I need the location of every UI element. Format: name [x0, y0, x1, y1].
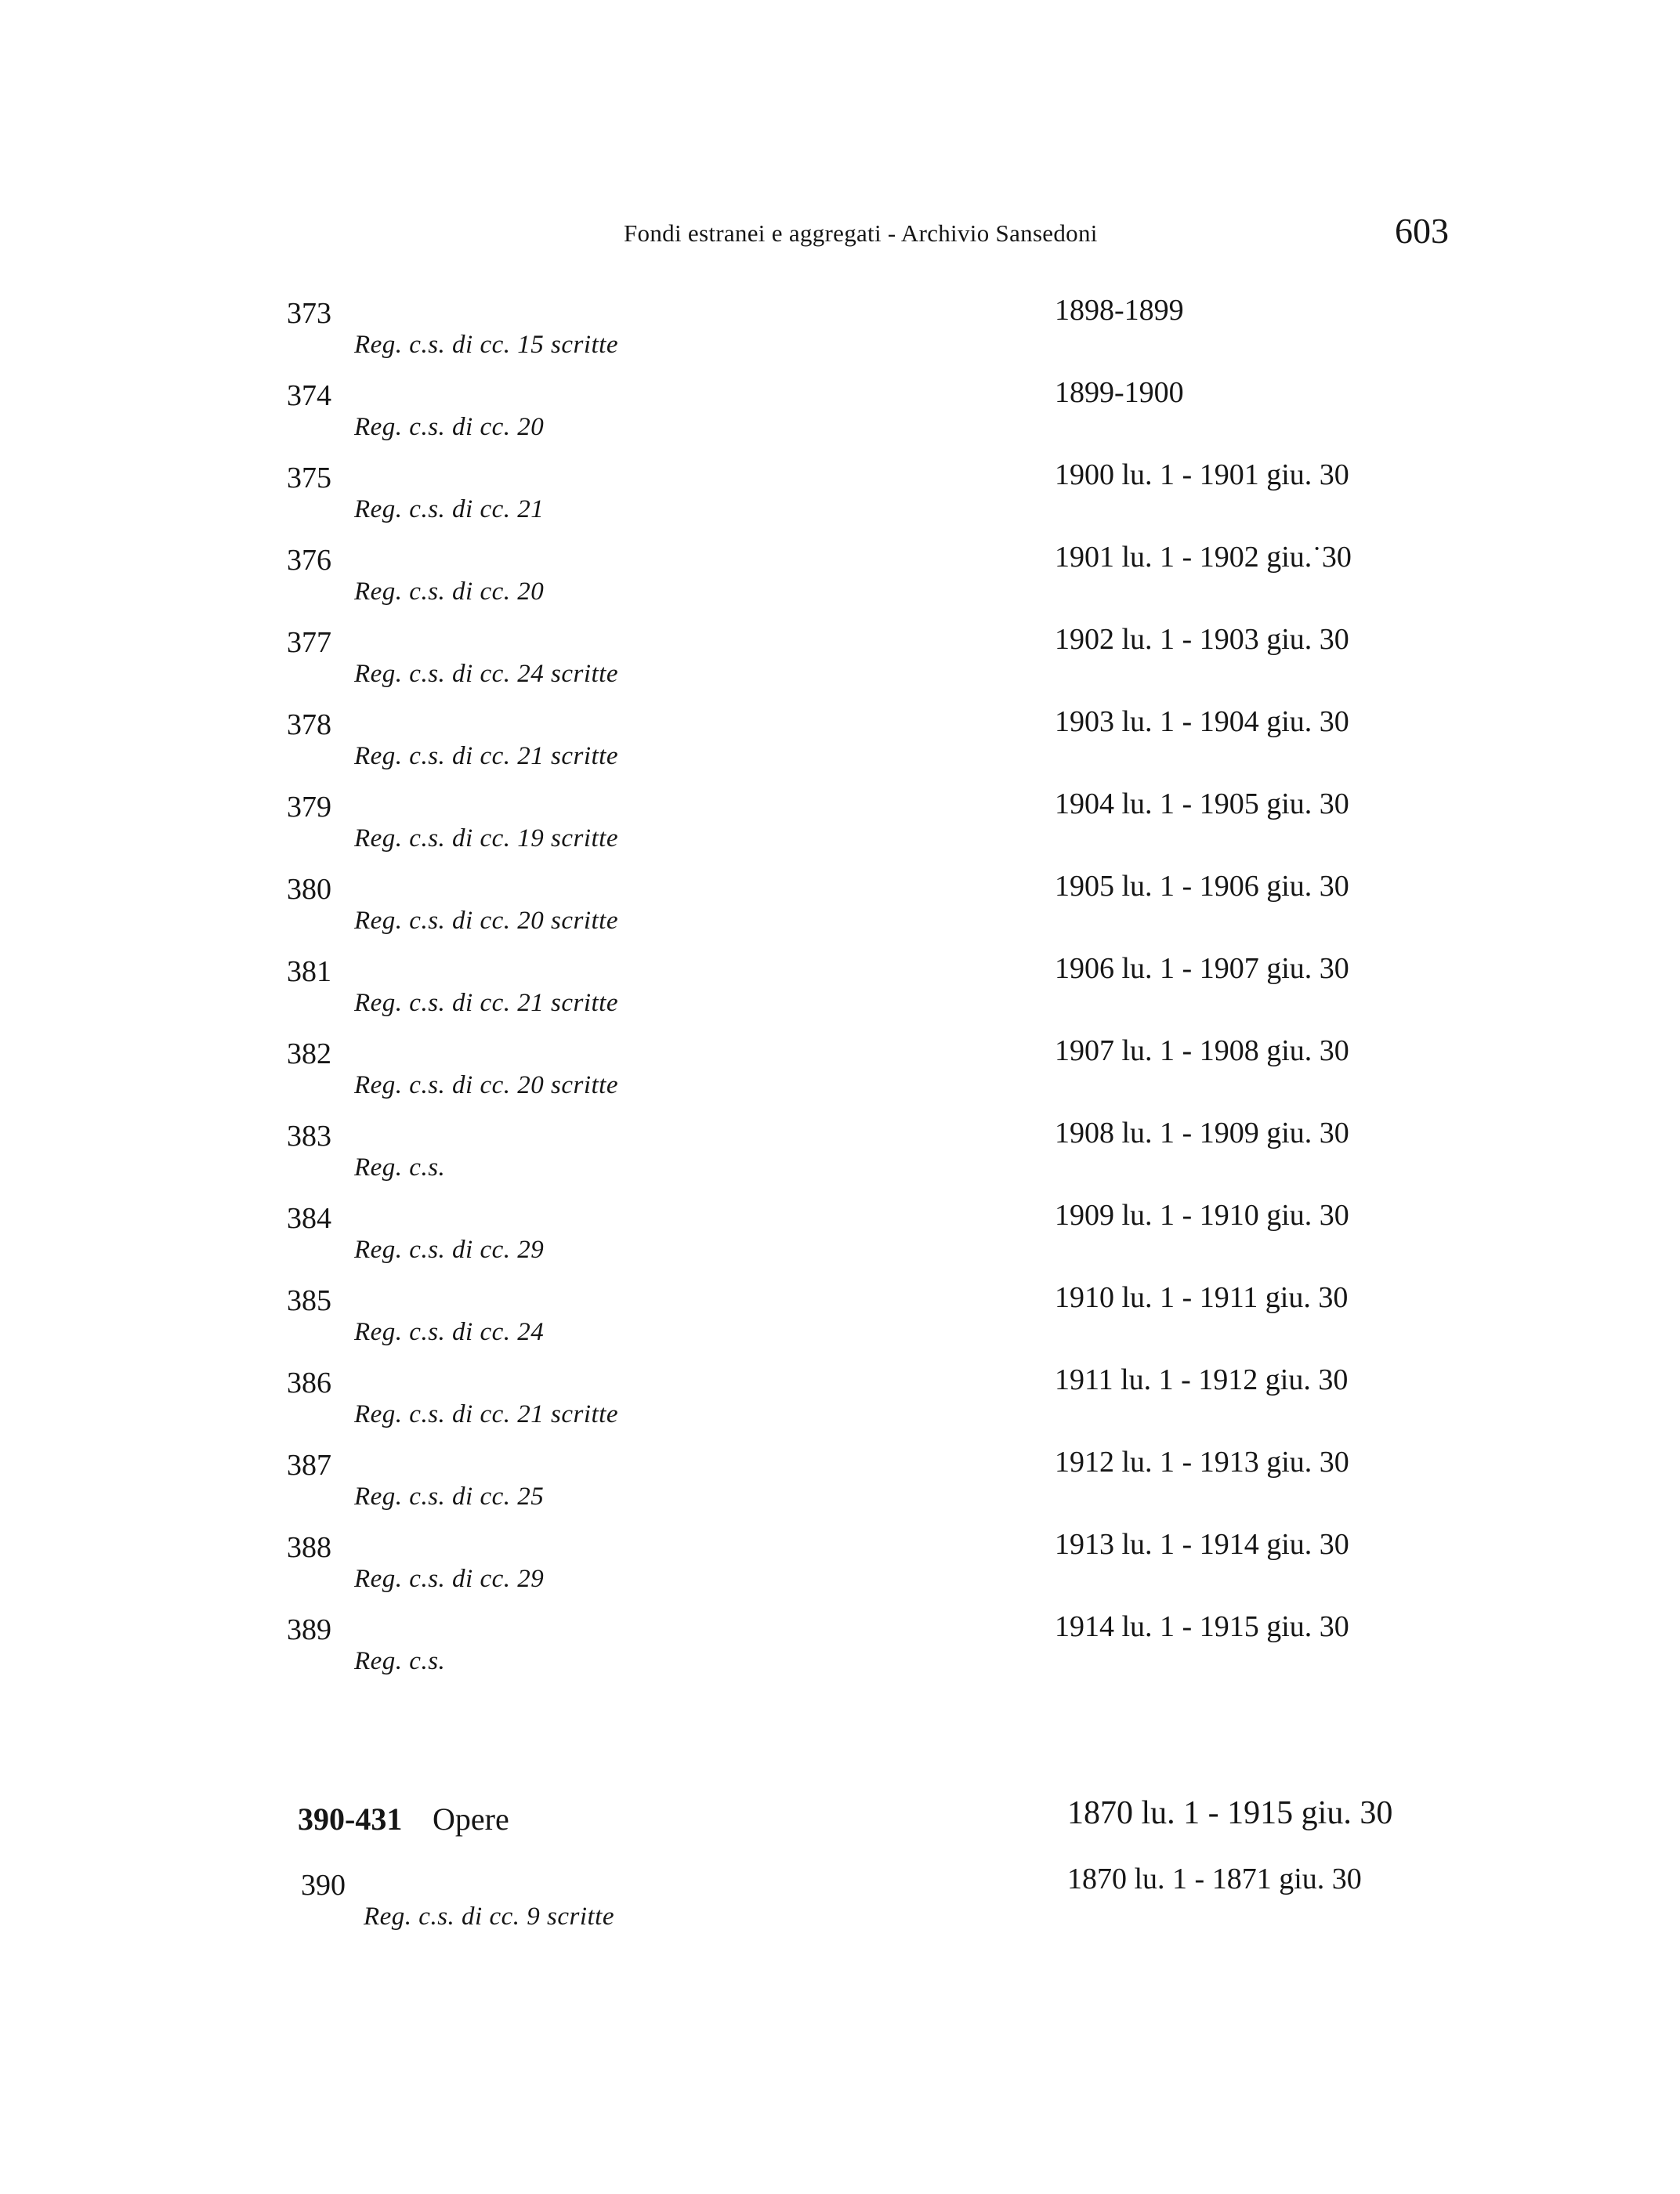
entry-number: 385: [287, 1284, 331, 1317]
inventory-entry: [0, 372, 1680, 454]
entry-description: Reg. c.s.: [354, 1647, 446, 1675]
inventory-entry: [0, 619, 1680, 701]
inventory-entry: [0, 701, 1680, 784]
entry-date: 1907 lu. 1 - 1908 giu. 30: [1055, 1034, 1349, 1067]
entry-number: 374: [287, 379, 331, 412]
entry-number: 383: [287, 1120, 331, 1153]
entry-description: Reg. c.s. di cc. 21 scritte: [354, 1400, 618, 1428]
entry-description: Reg. c.s. di cc. 29: [354, 1565, 545, 1593]
entry-number: 380: [287, 873, 331, 906]
entry-description: Reg. c.s. di cc. 21 scritte: [354, 989, 618, 1017]
entry-number: 375: [287, 462, 331, 494]
entry-description: Reg. c.s. di cc. 9 scritte: [364, 1903, 614, 1931]
entry-number: 386: [287, 1367, 331, 1399]
inventory-entry: [0, 290, 1680, 372]
entry-date: 1910 lu. 1 - 1911 giu. 30: [1055, 1281, 1349, 1314]
entry-description: Reg. c.s. di cc. 29: [354, 1236, 545, 1264]
entry-date: 1911 lu. 1 - 1912 giu. 30: [1055, 1363, 1349, 1396]
entry-description: Reg. c.s.: [354, 1153, 446, 1182]
inventory-entry: [0, 1195, 1680, 1277]
inventory-entry: [0, 1359, 1680, 1442]
entry-number: 376: [287, 544, 331, 577]
entry-number: 379: [287, 791, 331, 824]
entry-date: 1909 lu. 1 - 1910 giu. 30: [1055, 1199, 1349, 1232]
inventory-entry: [0, 1277, 1680, 1359]
inventory-entries: [0, 290, 1680, 1689]
entry-number: 377: [287, 626, 331, 659]
entry-date: 1901 lu. 1 - 1902 giu.˙30: [1055, 541, 1352, 574]
series-section: [0, 1793, 1680, 1950]
entry-date: 1870 lu. 1 - 1871 giu. 30: [1067, 1863, 1362, 1895]
entry-description: Reg. c.s. di cc. 20: [354, 577, 545, 606]
page-number: 603: [1395, 211, 1449, 251]
inventory-entry: [0, 1442, 1680, 1524]
inventory-entry: [0, 948, 1680, 1030]
inventory-entry: [0, 1030, 1680, 1113]
series-title: Opere: [433, 1801, 509, 1837]
entry-date: 1913 lu. 1 - 1914 giu. 30: [1055, 1528, 1349, 1561]
entry-date: 1898-1899: [1055, 294, 1184, 327]
series-date: 1870 lu. 1 - 1915 giu. 30: [1067, 1795, 1393, 1831]
series-range: 390-431: [298, 1801, 403, 1837]
entry-number: 382: [287, 1037, 331, 1070]
inventory-entry: [0, 1113, 1680, 1195]
entry-number: 373: [287, 297, 331, 330]
entry-date: 1905 lu. 1 - 1906 giu. 30: [1055, 870, 1349, 903]
inventory-entry: [0, 1862, 1680, 1944]
entry-date: 1914 lu. 1 - 1915 giu. 30: [1055, 1610, 1349, 1643]
entry-description: Reg. c.s. di cc. 25: [354, 1483, 545, 1511]
entry-description: Reg. c.s. di cc. 20: [354, 413, 545, 441]
entry-number: 381: [287, 955, 331, 988]
entry-number: 390: [301, 1869, 346, 1902]
inventory-entry: [0, 1606, 1680, 1689]
entry-date: 1902 lu. 1 - 1903 giu. 30: [1055, 623, 1349, 656]
inventory-entry: [0, 454, 1680, 537]
entry-date: 1904 lu. 1 - 1905 giu. 30: [1055, 787, 1349, 820]
entry-description: Reg. c.s. di cc. 19 scritte: [354, 824, 618, 853]
entry-date: 1903 lu. 1 - 1904 giu. 30: [1055, 705, 1349, 738]
entry-number: 387: [287, 1449, 331, 1482]
inventory-entry: [0, 784, 1680, 866]
entry-number: 389: [287, 1613, 331, 1646]
entry-description: Reg. c.s. di cc. 20 scritte: [354, 907, 618, 935]
entry-date: 1912 lu. 1 - 1913 giu. 30: [1055, 1446, 1349, 1479]
entry-date: 1899-1900: [1055, 376, 1184, 409]
entry-number: 388: [287, 1531, 331, 1564]
entry-description: Reg. c.s. di cc. 15 scritte: [354, 331, 618, 359]
entry-description: Reg. c.s. di cc. 24: [354, 1318, 545, 1346]
inventory-entry: [0, 866, 1680, 948]
inventory-entry: [0, 1524, 1680, 1606]
entry-date: 1908 lu. 1 - 1909 giu. 30: [1055, 1117, 1349, 1149]
entry-number: 384: [287, 1202, 331, 1235]
page-header: [0, 210, 1680, 257]
running-title: Fondi estranei e aggregati - Archivio Sansedoni: [624, 219, 1098, 247]
entry-description: Reg. c.s. di cc. 20 scritte: [354, 1071, 618, 1099]
entry-description: Reg. c.s. di cc. 21: [354, 495, 545, 523]
entry-number: 378: [287, 708, 331, 741]
entry-description: Reg. c.s. di cc. 21 scritte: [354, 742, 618, 770]
entry-date: 1906 lu. 1 - 1907 giu. 30: [1055, 952, 1349, 985]
entry-description: Reg. c.s. di cc. 24 scritte: [354, 660, 618, 688]
entry-date: 1900 lu. 1 - 1901 giu. 30: [1055, 458, 1349, 491]
inventory-entry: [0, 537, 1680, 619]
